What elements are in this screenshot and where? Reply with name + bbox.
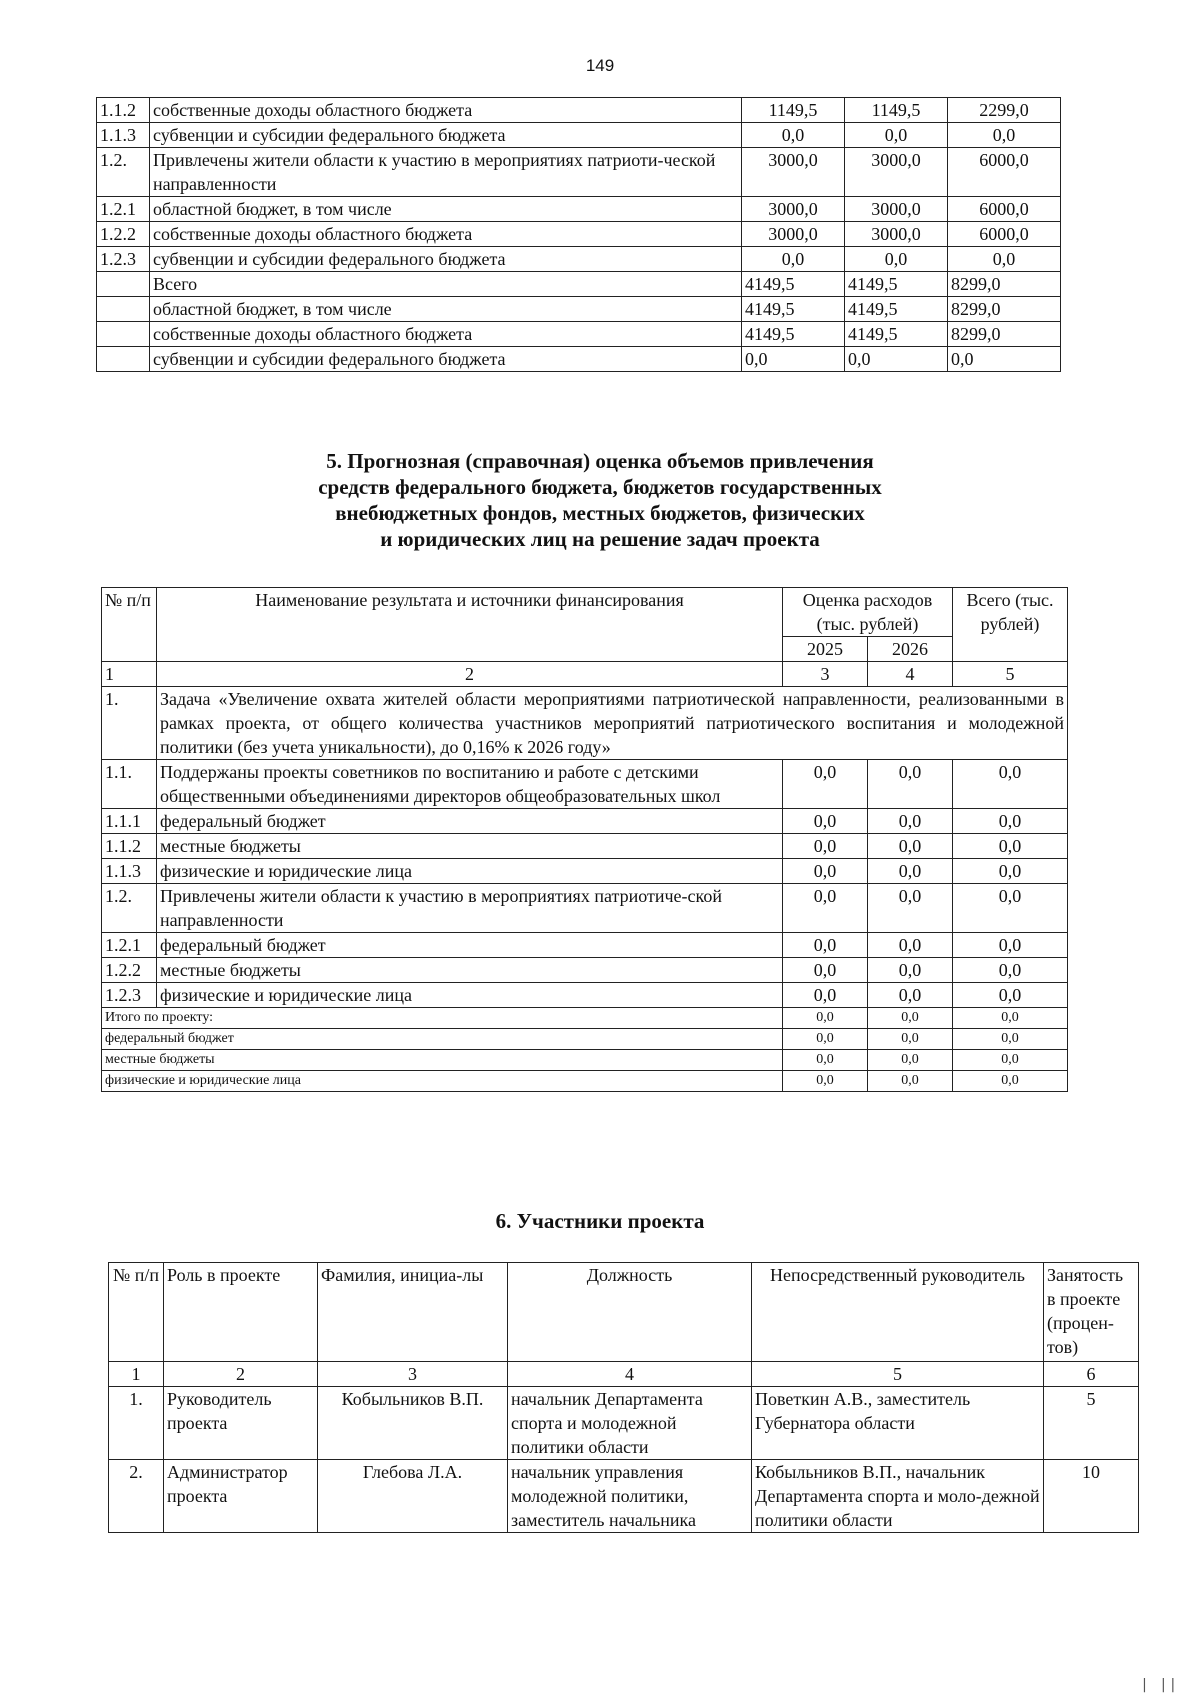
task-text: Задача «Увеличение охвата жителей области мероприятиями патриотической направленности, реализованными в рамках проекта, от общего количества участников мероприятий патриотического воспитания и молодежной политики (без учета уникальности), до 0,16% к 2026 году»: [157, 687, 1068, 760]
row-number: 1.2.1: [97, 197, 150, 222]
value-total: 0,0: [948, 347, 1061, 372]
value-2026: 0,0: [868, 760, 953, 809]
row-number: 1.1.: [102, 760, 157, 809]
participant-position: начальник Департамента спорта и молодежной политики области: [508, 1387, 752, 1460]
value-total: 0,0: [953, 859, 1068, 884]
header-load: Занятость в проекте (процен-тов): [1044, 1263, 1139, 1362]
value-2025: 0,0: [783, 859, 868, 884]
table-row: [97, 148, 1061, 197]
value-2025: 0,0: [742, 123, 845, 148]
section5-title-line: 5. Прогнозная (справочная) оценка объемов привлечения: [326, 449, 874, 473]
value-2026: 4149,5: [845, 272, 948, 297]
section6-title: 6. Участники проекта: [495, 1209, 705, 1233]
row-number: 1.1.1: [102, 809, 157, 834]
col-index: 1: [109, 1362, 164, 1387]
participant-name: Глебова Л.А.: [318, 1460, 508, 1533]
row-number: 1.1.3: [97, 123, 150, 148]
section5-title-line: и юридических лиц на решение задач проекта: [380, 527, 820, 551]
participant-manager: Поветкин А.В., заместитель Губернатора области: [752, 1387, 1044, 1460]
header-year-2026: 2026: [868, 637, 953, 662]
row-name: Привлечены жители области к участию в мероприятиях патриотиче-ской направленности: [157, 884, 783, 933]
table-row: [97, 297, 1061, 322]
participant-load: 10: [1044, 1460, 1139, 1533]
table-row: [97, 247, 1061, 272]
scan-marks: | ||: [1140, 1677, 1178, 1693]
participant-role: Администратор проекта: [164, 1460, 318, 1533]
col-index: 5: [752, 1362, 1044, 1387]
row-name: Привлечены жители области к участию в мероприятиях патриоти-ческой направленности: [150, 148, 742, 197]
col-index: 4: [508, 1362, 752, 1387]
value-2026: 4149,5: [845, 322, 948, 347]
row-number: 1.1.2: [102, 834, 157, 859]
value-total: 0,0: [948, 247, 1061, 272]
value-2025: 0,0: [742, 247, 845, 272]
value-2026: 3000,0: [845, 222, 948, 247]
value-2025: 0,0: [783, 760, 868, 809]
value-2025: 3000,0: [742, 197, 845, 222]
table-row: [102, 834, 1068, 859]
row-name: собственные доходы областного бюджета: [150, 322, 742, 347]
value-2026: 0,0: [868, 958, 953, 983]
header-num: № п/п: [109, 1263, 164, 1362]
table-row: [97, 347, 1061, 372]
participants-table: [108, 1262, 1139, 1533]
row-number: 1.2.2: [102, 958, 157, 983]
value-2026: 3000,0: [845, 148, 948, 197]
row-name: субвенции и субсидии федерального бюджета: [150, 247, 742, 272]
row-name: собственные доходы областного бюджета: [150, 98, 742, 123]
page-number: 149: [585, 56, 615, 75]
totals-row: [102, 1029, 1068, 1050]
row-number: [97, 272, 150, 297]
value-2025: 0,0: [783, 1071, 868, 1092]
value-2026: 0,0: [868, 983, 953, 1008]
value-2026: 0,0: [868, 1050, 953, 1071]
value-total: 8299,0: [948, 322, 1061, 347]
value-total: 0,0: [948, 123, 1061, 148]
value-2026: 1149,5: [845, 98, 948, 123]
value-2026: 0,0: [845, 347, 948, 372]
value-total: 0,0: [953, 1071, 1068, 1092]
value-2026: 3000,0: [845, 197, 948, 222]
row-number: 1.2.: [102, 884, 157, 933]
table-row: [97, 98, 1061, 123]
table-row: [97, 197, 1061, 222]
value-2025: 0,0: [783, 933, 868, 958]
value-total: 0,0: [953, 958, 1068, 983]
totals-row: [102, 1008, 1068, 1029]
participant-manager: Кобыльников В.П., начальник Департамента спорта и моло-дежной политики области: [752, 1460, 1044, 1533]
row-number: 1.2.: [97, 148, 150, 197]
totals-name: местные бюджеты: [102, 1050, 783, 1071]
participant-role: Руководитель проекта: [164, 1387, 318, 1460]
value-total: 0,0: [953, 884, 1068, 933]
col-index: 1: [102, 662, 157, 687]
value-2025: 3000,0: [742, 148, 845, 197]
table-row: [102, 859, 1068, 884]
value-total: 0,0: [953, 933, 1068, 958]
value-total: 6000,0: [948, 197, 1061, 222]
row-number: 1.2.2: [97, 222, 150, 247]
row-name: Всего: [150, 272, 742, 297]
value-total: 0,0: [953, 1008, 1068, 1029]
participant-row: [109, 1387, 1139, 1460]
value-2026: 0,0: [868, 834, 953, 859]
col-index: 6: [1044, 1362, 1139, 1387]
value-2026: 0,0: [868, 933, 953, 958]
row-number: [97, 347, 150, 372]
table-row: [102, 884, 1068, 933]
row-name: областной бюджет, в том числе: [150, 297, 742, 322]
value-total: 0,0: [953, 1050, 1068, 1071]
row-name: федеральный бюджет: [157, 933, 783, 958]
value-2025: 4149,5: [742, 297, 845, 322]
header-position: Должность: [508, 1263, 752, 1362]
totals-row: [102, 1050, 1068, 1071]
value-total: 0,0: [953, 809, 1068, 834]
task-number: 1.: [102, 687, 157, 760]
table-row: [102, 983, 1068, 1008]
value-2026: 0,0: [868, 1029, 953, 1050]
header-total: Всего (тыс. рублей): [953, 588, 1068, 662]
value-total: 8299,0: [948, 297, 1061, 322]
participant-position: начальник управления молодежной политики, заместитель начальника: [508, 1460, 752, 1533]
col-index: 3: [783, 662, 868, 687]
totals-name: федеральный бюджет: [102, 1029, 783, 1050]
value-2025: 1149,5: [742, 98, 845, 123]
participant-number: 2.: [109, 1460, 164, 1533]
value-total: 0,0: [953, 1029, 1068, 1050]
top-financing-table: [96, 97, 1061, 372]
value-2026: 0,0: [868, 809, 953, 834]
value-2026: 0,0: [868, 884, 953, 933]
value-total: 8299,0: [948, 272, 1061, 297]
participant-row: [109, 1460, 1139, 1533]
value-total: 0,0: [953, 834, 1068, 859]
row-number: 1.1.3: [102, 859, 157, 884]
value-2025: 4149,5: [742, 322, 845, 347]
row-number: [97, 322, 150, 347]
row-number: 1.1.2: [97, 98, 150, 123]
header-role: Роль в проекте: [164, 1263, 318, 1362]
section5-title-line: средств федерального бюджета, бюджетов государственных: [318, 475, 882, 499]
value-2025: 0,0: [783, 1008, 868, 1029]
value-total: 0,0: [953, 760, 1068, 809]
header-manager: Непосредственный руководитель: [752, 1263, 1044, 1362]
value-2025: 3000,0: [742, 222, 845, 247]
value-2026: 0,0: [868, 1071, 953, 1092]
table-row: [102, 809, 1068, 834]
col-index: 5: [953, 662, 1068, 687]
participant-name: Кобыльников В.П.: [318, 1387, 508, 1460]
header-year-2025: 2025: [783, 637, 868, 662]
table-row: [102, 958, 1068, 983]
header-num: № п/п: [102, 588, 157, 662]
row-number: [97, 297, 150, 322]
row-name: местные бюджеты: [157, 958, 783, 983]
value-2025: 0,0: [783, 958, 868, 983]
header-estimate: Оценка расходов (тыс. рублей): [783, 588, 953, 637]
table-row: [97, 222, 1061, 247]
table-row: [97, 123, 1061, 148]
value-2026: 0,0: [845, 247, 948, 272]
value-2026: 0,0: [845, 123, 948, 148]
row-number: 1.2.1: [102, 933, 157, 958]
col-index: 2: [157, 662, 783, 687]
table-row: [97, 272, 1061, 297]
row-name: федеральный бюджет: [157, 809, 783, 834]
section5-title: [0, 448, 1200, 552]
value-2025: 4149,5: [742, 272, 845, 297]
value-2025: 0,0: [783, 809, 868, 834]
row-name: собственные доходы областного бюджета: [150, 222, 742, 247]
participant-number: 1.: [109, 1387, 164, 1460]
table-row: [102, 933, 1068, 958]
value-total: 6000,0: [948, 148, 1061, 197]
col-index: 4: [868, 662, 953, 687]
row-name: субвенции и субсидии федерального бюджета: [150, 123, 742, 148]
table-row: [97, 322, 1061, 347]
row-name: областной бюджет, в том числе: [150, 197, 742, 222]
value-total: 0,0: [953, 983, 1068, 1008]
row-number: 1.2.3: [102, 983, 157, 1008]
value-total: 2299,0: [948, 98, 1061, 123]
section5-title-line: внебюджетных фондов, местных бюджетов, физических: [335, 501, 865, 525]
value-2025: 0,0: [783, 884, 868, 933]
row-name: субвенции и субсидии федерального бюджета: [150, 347, 742, 372]
header-fio: Фамилия, инициа-лы: [318, 1263, 508, 1362]
totals-row: [102, 1071, 1068, 1092]
row-number: 1.2.3: [97, 247, 150, 272]
row-name: физические и юридические лица: [157, 859, 783, 884]
totals-name: Итого по проекту:: [102, 1008, 783, 1029]
totals-name: физические и юридические лица: [102, 1071, 783, 1092]
col-index: 2: [164, 1362, 318, 1387]
participant-load: 5: [1044, 1387, 1139, 1460]
row-name: физические и юридические лица: [157, 983, 783, 1008]
row-name: Поддержаны проекты советников по воспитанию и работе с детскими общественными объединениями директоров общеобразовательных школ: [157, 760, 783, 809]
value-2026: 0,0: [868, 859, 953, 884]
col-index: 3: [318, 1362, 508, 1387]
value-total: 6000,0: [948, 222, 1061, 247]
section5-table: [101, 587, 1068, 1092]
value-2025: 0,0: [783, 983, 868, 1008]
value-2026: 0,0: [868, 1008, 953, 1029]
value-2026: 4149,5: [845, 297, 948, 322]
header-name: Наименование результата и источники финансирования: [157, 588, 783, 662]
value-2025: 0,0: [742, 347, 845, 372]
value-2025: 0,0: [783, 834, 868, 859]
value-2025: 0,0: [783, 1029, 868, 1050]
table-row: [102, 760, 1068, 809]
value-2025: 0,0: [783, 1050, 868, 1071]
row-name: местные бюджеты: [157, 834, 783, 859]
